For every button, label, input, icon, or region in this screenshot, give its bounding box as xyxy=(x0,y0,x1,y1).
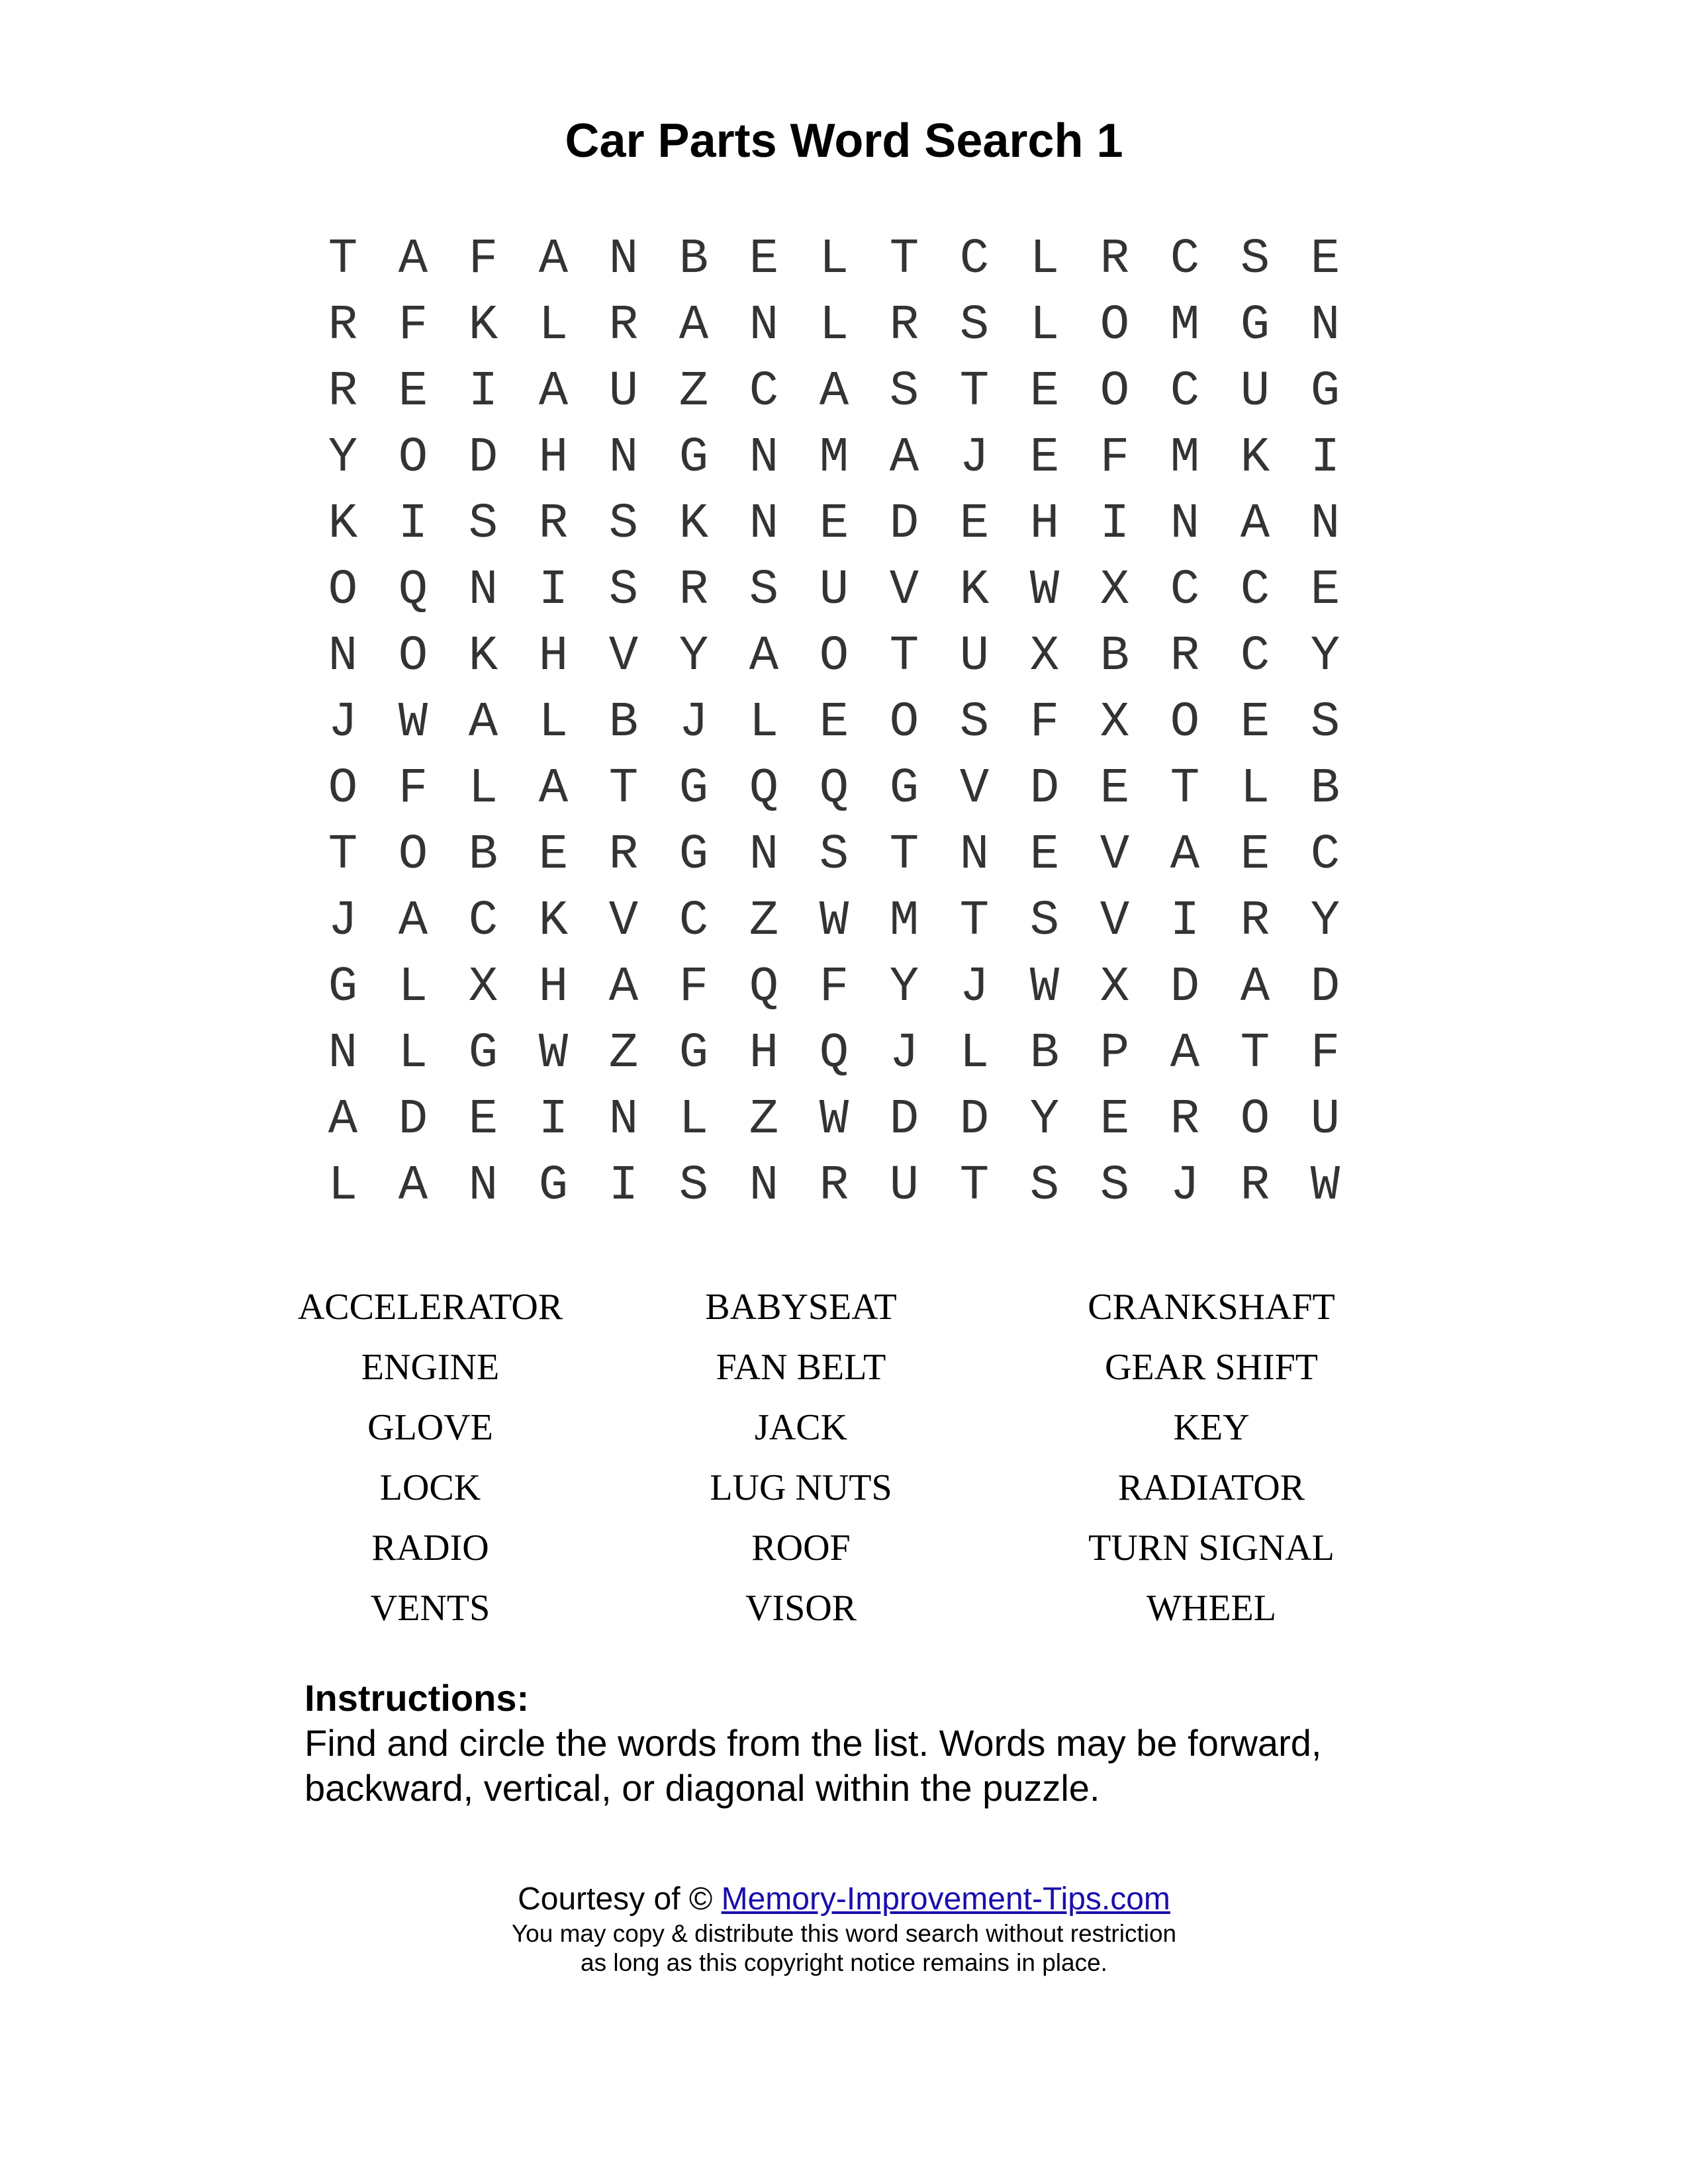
grid-letter[interactable]: I xyxy=(468,364,498,420)
grid-letter[interactable]: A xyxy=(608,960,639,1015)
grid-letter[interactable]: V xyxy=(608,893,639,949)
grid-letter[interactable]: E xyxy=(1029,430,1060,486)
grid-letter[interactable]: Q xyxy=(398,563,428,618)
grid-letter[interactable]: O xyxy=(398,629,428,684)
grid-letter[interactable]: N xyxy=(1310,298,1340,353)
grid-letter[interactable]: W xyxy=(819,1092,849,1148)
grid-letter[interactable]: R xyxy=(608,298,639,353)
grid-row xyxy=(308,491,1400,557)
grid-letter[interactable]: A xyxy=(1240,496,1270,552)
grid-row xyxy=(308,690,1400,756)
grid-letter[interactable]: A xyxy=(398,1158,428,1214)
grid-letter[interactable]: N xyxy=(749,430,779,486)
grid-letter[interactable]: S xyxy=(1100,1158,1130,1214)
grid-letter[interactable]: I xyxy=(1310,430,1340,486)
grid-letter[interactable]: Y xyxy=(1310,629,1340,684)
grid-letter[interactable]: V xyxy=(1100,893,1130,949)
grid-letter[interactable]: R xyxy=(819,1158,849,1214)
grid-letter[interactable]: A xyxy=(1170,827,1200,883)
grid-letter[interactable]: H xyxy=(1029,496,1060,552)
grid-letter[interactable]: N xyxy=(749,1158,779,1214)
word-item: FAN BELT xyxy=(716,1347,886,1388)
grid-letter[interactable]: M xyxy=(819,430,849,486)
word-item: JACK xyxy=(754,1407,848,1448)
grid-letter[interactable]: K xyxy=(959,563,990,618)
grid-letter[interactable]: Y xyxy=(1310,893,1340,949)
grid-letter[interactable]: T xyxy=(889,232,919,287)
grid-letter[interactable]: Q xyxy=(819,1026,849,1081)
grid-letter[interactable]: J xyxy=(889,1026,919,1081)
grid-letter[interactable]: S xyxy=(1310,695,1340,751)
grid-letter[interactable]: N xyxy=(749,298,779,353)
grid-letter[interactable]: N xyxy=(328,629,358,684)
grid-letter[interactable]: E xyxy=(398,364,428,420)
word-item: ACCELERATOR xyxy=(297,1287,563,1328)
grid-letter[interactable]: I xyxy=(1100,496,1130,552)
instructions-text xyxy=(305,1721,1430,1811)
grid-letter[interactable]: R xyxy=(1240,893,1270,949)
grid-letter[interactable]: T xyxy=(1170,761,1200,817)
word-item: RADIO xyxy=(371,1527,489,1569)
grid-letter[interactable]: R xyxy=(1170,629,1200,684)
grid-letter[interactable]: N xyxy=(468,1158,498,1214)
grid-letter[interactable]: E xyxy=(819,496,849,552)
grid-letter[interactable]: N xyxy=(608,1092,639,1148)
grid-letter[interactable]: A xyxy=(398,232,428,287)
grid-row xyxy=(308,1153,1400,1219)
grid-letter[interactable]: I xyxy=(608,1158,639,1214)
grid-letter[interactable]: W xyxy=(398,695,428,751)
grid-letter[interactable]: D xyxy=(889,496,919,552)
grid-letter[interactable]: H xyxy=(538,430,569,486)
grid-letter[interactable]: J xyxy=(959,960,990,1015)
grid-letter[interactable]: U xyxy=(959,629,990,684)
grid-letter[interactable]: G xyxy=(328,960,358,1015)
grid-letter[interactable]: O xyxy=(889,695,919,751)
grid-letter[interactable]: B xyxy=(1029,1026,1060,1081)
grid-letter[interactable]: P xyxy=(1100,1026,1130,1081)
instructions-line: backward, vertical, or diagonal within the puzzle. xyxy=(305,1767,1100,1809)
grid-letter[interactable]: C xyxy=(1310,827,1340,883)
word-item: TURN SIGNAL xyxy=(1088,1527,1335,1569)
grid-letter[interactable]: R xyxy=(328,298,358,353)
grid-letter[interactable]: R xyxy=(889,298,919,353)
courtesy-prefix: Courtesy of © xyxy=(518,1882,722,1917)
grid-row xyxy=(308,888,1400,954)
grid-letter[interactable]: U xyxy=(1310,1092,1340,1148)
grid-letter[interactable]: V xyxy=(889,563,919,618)
instructions-heading: Instructions: xyxy=(305,1677,530,1719)
grid-letter[interactable]: E xyxy=(1100,761,1130,817)
grid-letter[interactable]: D xyxy=(1170,960,1200,1015)
grid-row xyxy=(308,954,1400,1021)
grid-letter[interactable]: G xyxy=(679,430,709,486)
grid-letter[interactable]: Y xyxy=(1029,1092,1060,1148)
grid-letter[interactable]: A xyxy=(468,695,498,751)
site-link[interactable]: Memory-Improvement-Tips.com xyxy=(721,1882,1170,1917)
grid-letter[interactable]: C xyxy=(1170,232,1200,287)
grid-letter[interactable]: W xyxy=(1029,960,1060,1015)
grid-letter[interactable]: B xyxy=(608,695,639,751)
grid-letter[interactable]: L xyxy=(398,1026,428,1081)
grid-letter[interactable]: J xyxy=(328,695,358,751)
grid-letter[interactable]: F xyxy=(679,960,709,1015)
grid-letter[interactable]: L xyxy=(819,232,849,287)
grid-letter[interactable]: O xyxy=(328,761,358,817)
grid-letter[interactable]: C xyxy=(959,232,990,287)
grid-letter[interactable]: K xyxy=(468,629,498,684)
word-item: WHEEL xyxy=(1147,1588,1276,1629)
grid-letter[interactable]: S xyxy=(959,695,990,751)
grid-letter[interactable]: T xyxy=(959,893,990,949)
grid-letter[interactable]: R xyxy=(328,364,358,420)
grid-letter[interactable]: I xyxy=(538,563,569,618)
grid-letter[interactable]: X xyxy=(1100,960,1130,1015)
grid-letter[interactable]: N xyxy=(328,1026,358,1081)
grid-row xyxy=(308,557,1400,623)
grid-letter[interactable]: F xyxy=(1100,430,1130,486)
grid-letter[interactable]: N xyxy=(1310,496,1340,552)
grid-letter[interactable]: U xyxy=(608,364,639,420)
grid-letter[interactable]: E xyxy=(1240,695,1270,751)
grid-letter[interactable]: H xyxy=(538,960,569,1015)
grid-letter[interactable]: G xyxy=(1240,298,1270,353)
courtesy-line xyxy=(0,1880,1688,1919)
grid-letter[interactable]: R xyxy=(679,563,709,618)
grid-letter[interactable]: J xyxy=(959,430,990,486)
grid-letter[interactable]: T xyxy=(889,629,919,684)
grid-letter[interactable]: F xyxy=(398,761,428,817)
grid-letter[interactable]: O xyxy=(1170,695,1200,751)
grid-letter[interactable]: T xyxy=(608,761,639,817)
grid-letter[interactable]: E xyxy=(819,695,849,751)
grid-letter[interactable]: G xyxy=(538,1158,569,1214)
grid-letter[interactable]: S xyxy=(959,298,990,353)
grid-letter[interactable]: A xyxy=(538,232,569,287)
grid-letter[interactable]: O xyxy=(1240,1092,1270,1148)
grid-letter[interactable]: E xyxy=(749,232,779,287)
grid-letter[interactable]: M xyxy=(1170,430,1200,486)
grid-letter[interactable]: L xyxy=(468,761,498,817)
grid-letter[interactable]: C xyxy=(679,893,709,949)
grid-letter[interactable]: K xyxy=(328,496,358,552)
grid-letter[interactable]: N xyxy=(1170,496,1200,552)
grid-letter[interactable]: T xyxy=(889,827,919,883)
grid-letter[interactable]: A xyxy=(749,629,779,684)
grid-letter[interactable]: J xyxy=(679,695,709,751)
grid-letter[interactable]: I xyxy=(538,1092,569,1148)
grid-letter[interactable]: E xyxy=(1240,827,1270,883)
grid-letter[interactable]: V xyxy=(959,761,990,817)
grid-letter[interactable]: L xyxy=(819,298,849,353)
grid-letter[interactable]: E xyxy=(1029,364,1060,420)
grid-letter[interactable]: L xyxy=(679,1092,709,1148)
grid-letter[interactable]: D xyxy=(889,1092,919,1148)
grid-letter[interactable]: Y xyxy=(328,430,358,486)
grid-letter[interactable]: E xyxy=(1310,563,1340,618)
grid-letter[interactable]: O xyxy=(819,629,849,684)
grid-letter[interactable]: L xyxy=(749,695,779,751)
word-item: GLOVE xyxy=(367,1407,493,1448)
grid-letter[interactable]: F xyxy=(1310,1026,1340,1081)
grid-letter[interactable]: S xyxy=(679,1158,709,1214)
grid-letter[interactable]: R xyxy=(1170,1092,1200,1148)
grid-letter[interactable]: O xyxy=(1100,298,1130,353)
footer xyxy=(0,1880,1688,1978)
copyright-notice: as long as this copyright notice remains in place. xyxy=(581,1949,1107,1976)
page-title: Car Parts Word Search 1 xyxy=(565,114,1123,167)
instructions-line: Find and circle the words from the list. Words may be forward, xyxy=(305,1722,1322,1764)
grid-letter[interactable]: J xyxy=(1170,1158,1200,1214)
word-item: CRANKSHAFT xyxy=(1088,1287,1335,1328)
grid-letter[interactable]: A xyxy=(819,364,849,420)
grid-letter[interactable]: S xyxy=(1029,1158,1060,1214)
grid-letter[interactable]: T xyxy=(328,232,358,287)
grid-letter[interactable]: O xyxy=(1100,364,1130,420)
grid-letter[interactable]: O xyxy=(328,563,358,618)
grid-letter[interactable]: T xyxy=(959,1158,990,1214)
grid-letter[interactable]: B xyxy=(468,827,498,883)
grid-letter[interactable]: U xyxy=(819,563,849,618)
grid-letter[interactable]: A xyxy=(328,1092,358,1148)
grid-letter[interactable]: D xyxy=(1029,761,1060,817)
grid-row xyxy=(308,1021,1400,1087)
grid-letter[interactable]: Q xyxy=(819,761,849,817)
grid-letter[interactable]: H xyxy=(749,1026,779,1081)
grid-letter[interactable]: S xyxy=(889,364,919,420)
grid-letter[interactable]: L xyxy=(1029,298,1060,353)
grid-letter[interactable]: A xyxy=(538,364,569,420)
grid-letter[interactable]: G xyxy=(679,1026,709,1081)
grid-letter[interactable]: K xyxy=(538,893,569,949)
grid-letter[interactable]: B xyxy=(1310,761,1340,817)
grid-letter[interactable]: F xyxy=(819,960,849,1015)
word-item: ENGINE xyxy=(361,1347,500,1388)
grid-letter[interactable]: L xyxy=(1029,232,1060,287)
grid-letter[interactable]: U xyxy=(1240,364,1270,420)
grid-row xyxy=(308,226,1400,293)
grid-letter[interactable]: N xyxy=(608,232,639,287)
grid-row xyxy=(308,756,1400,822)
grid-letter[interactable]: W xyxy=(538,1026,569,1081)
word-list xyxy=(265,1277,1423,1639)
letter-grid xyxy=(308,226,1400,1219)
grid-letter[interactable]: B xyxy=(1100,629,1130,684)
grid-letter[interactable]: L xyxy=(328,1158,358,1214)
grid-letter[interactable]: Y xyxy=(679,629,709,684)
grid-letter[interactable]: C xyxy=(1240,629,1270,684)
grid-letter[interactable]: L xyxy=(538,695,569,751)
grid-letter[interactable]: X xyxy=(1100,563,1130,618)
grid-letter[interactable]: G xyxy=(679,761,709,817)
grid-letter[interactable]: X xyxy=(1029,629,1060,684)
grid-letter[interactable]: D xyxy=(468,430,498,486)
grid-letter[interactable]: T xyxy=(328,827,358,883)
grid-letter[interactable]: H xyxy=(538,629,569,684)
grid-letter[interactable]: J xyxy=(328,893,358,949)
grid-letter[interactable]: A xyxy=(889,430,919,486)
grid-letter[interactable]: Q xyxy=(749,960,779,1015)
grid-letter[interactable]: V xyxy=(608,629,639,684)
grid-letter[interactable]: R xyxy=(538,496,569,552)
word-item: ROOF xyxy=(751,1527,851,1569)
grid-letter[interactable]: L xyxy=(959,1026,990,1081)
grid-letter[interactable]: S xyxy=(749,563,779,618)
grid-row xyxy=(308,359,1400,425)
word-item: BABYSEAT xyxy=(705,1287,897,1328)
grid-letter[interactable]: E xyxy=(1029,827,1060,883)
grid-letter[interactable]: Z xyxy=(749,1092,779,1148)
grid-letter[interactable]: Q xyxy=(749,761,779,817)
grid-letter[interactable]: A xyxy=(679,298,709,353)
grid-letter[interactable]: C xyxy=(468,893,498,949)
grid-letter[interactable]: R xyxy=(1100,232,1130,287)
grid-letter[interactable]: S xyxy=(608,563,639,618)
instructions xyxy=(305,1676,1430,1811)
grid-letter[interactable]: R xyxy=(608,827,639,883)
grid-letter[interactable]: S xyxy=(819,827,849,883)
grid-letter[interactable]: A xyxy=(398,893,428,949)
grid-letter[interactable]: G xyxy=(679,827,709,883)
copyright-notice: You may copy & distribute this word search without restriction xyxy=(511,1920,1177,1947)
grid-row xyxy=(308,293,1400,359)
grid-letter[interactable]: W xyxy=(1310,1158,1340,1214)
word-item: GEAR SHIFT xyxy=(1104,1347,1319,1388)
grid-letter[interactable]: U xyxy=(889,1158,919,1214)
grid-letter[interactable]: C xyxy=(749,364,779,420)
grid-letter[interactable]: S xyxy=(1240,232,1270,287)
word-item: KEY xyxy=(1173,1407,1250,1448)
grid-letter[interactable]: R xyxy=(1240,1158,1270,1214)
grid-letter[interactable]: E xyxy=(538,827,569,883)
grid-letter[interactable]: E xyxy=(1100,1092,1130,1148)
grid-letter[interactable]: A xyxy=(1170,1026,1200,1081)
grid-letter[interactable]: D xyxy=(1310,960,1340,1015)
grid-letter[interactable]: B xyxy=(679,232,709,287)
grid-letter[interactable]: E xyxy=(1310,232,1340,287)
grid-letter[interactable]: D xyxy=(398,1092,428,1148)
word-item: VISOR xyxy=(745,1588,857,1629)
grid-letter[interactable]: F xyxy=(468,232,498,287)
grid-letter[interactable]: S xyxy=(468,496,498,552)
grid-letter[interactable]: L xyxy=(398,960,428,1015)
grid-row xyxy=(308,822,1400,888)
grid-letter[interactable]: W xyxy=(1029,563,1060,618)
grid-letter[interactable]: Z xyxy=(679,364,709,420)
grid-row xyxy=(308,1087,1400,1153)
grid-letter[interactable]: X xyxy=(468,960,498,1015)
grid-letter[interactable]: O xyxy=(398,430,428,486)
grid-letter[interactable]: F xyxy=(398,298,428,353)
grid-letter[interactable]: L xyxy=(538,298,569,353)
grid-letter[interactable]: N xyxy=(959,827,990,883)
grid-row xyxy=(308,623,1400,690)
grid-letter[interactable]: N xyxy=(749,827,779,883)
grid-letter[interactable]: S xyxy=(608,496,639,552)
grid-letter[interactable]: L xyxy=(1240,761,1270,817)
grid-letter[interactable]: I xyxy=(398,496,428,552)
grid-letter[interactable]: T xyxy=(959,364,990,420)
grid-letter[interactable]: C xyxy=(1170,563,1200,618)
grid-letter[interactable]: O xyxy=(398,827,428,883)
grid-letter[interactable]: F xyxy=(1029,695,1060,751)
grid-row xyxy=(308,425,1400,491)
grid-letter[interactable]: A xyxy=(1240,960,1270,1015)
grid-letter[interactable]: Z xyxy=(608,1026,639,1081)
grid-letter[interactable]: N xyxy=(608,430,639,486)
word-item: VENTS xyxy=(370,1588,491,1629)
grid-letter[interactable]: D xyxy=(959,1092,990,1148)
grid-letter[interactable]: K xyxy=(679,496,709,552)
grid-letter[interactable]: K xyxy=(468,298,498,353)
grid-letter[interactable]: Y xyxy=(889,960,919,1015)
grid-letter[interactable]: G xyxy=(889,761,919,817)
grid-letter[interactable]: K xyxy=(1240,430,1270,486)
grid-letter[interactable]: S xyxy=(1029,893,1060,949)
grid-letter[interactable]: M xyxy=(1170,298,1200,353)
grid-letter[interactable]: X xyxy=(1100,695,1130,751)
grid-letter[interactable]: A xyxy=(538,761,569,817)
grid-letter[interactable]: E xyxy=(468,1092,498,1148)
grid-letter[interactable]: V xyxy=(1100,827,1130,883)
grid-letter[interactable]: Z xyxy=(749,893,779,949)
grid-letter[interactable]: G xyxy=(1310,364,1340,420)
grid-letter[interactable]: G xyxy=(468,1026,498,1081)
grid-letter[interactable]: N xyxy=(468,563,498,618)
grid-letter[interactable]: C xyxy=(1170,364,1200,420)
grid-letter[interactable]: I xyxy=(1170,893,1200,949)
grid-letter[interactable]: E xyxy=(959,496,990,552)
grid-letter[interactable]: N xyxy=(749,496,779,552)
grid-letter[interactable]: C xyxy=(1240,563,1270,618)
word-item: RADIATOR xyxy=(1117,1467,1305,1508)
grid-letter[interactable]: M xyxy=(889,893,919,949)
grid-letter[interactable]: W xyxy=(819,893,849,949)
word-item: LOCK xyxy=(379,1467,481,1508)
grid-letter[interactable]: T xyxy=(1240,1026,1270,1081)
word-item: LUG NUTS xyxy=(710,1467,892,1508)
